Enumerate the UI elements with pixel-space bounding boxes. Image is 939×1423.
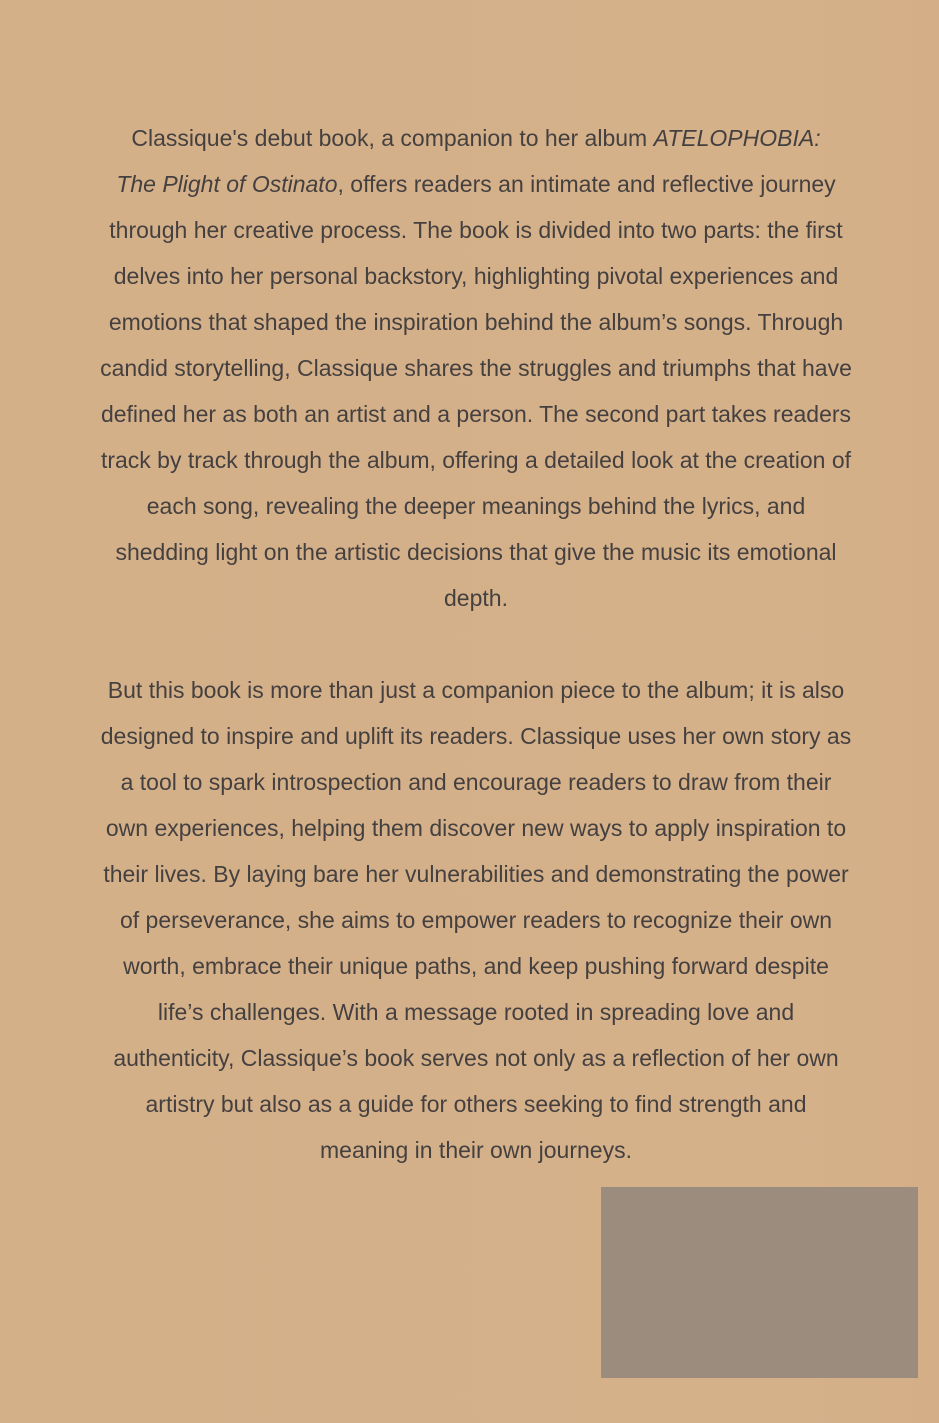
description-paragraph-1 [100, 115, 852, 621]
album-title-line-1: ATELOPHOBIA: [653, 125, 821, 151]
paragraph-1-body: , offers readers an intimate and reflective journey through her creative process. The book is divided into two parts: the first delves into her personal backstory, highlighting pivotal experiences and emotions that shaped the inspiration behind the album’s songs. Through candid storytelling, Classique shares the struggles and triumphs that have defined her as both an artist and a person. The second part takes readers track by track through the album, offering a detailed look at the creation of each song, revealing the deeper meanings behind the lyrics, and shedding light on the artistic decisions that give the music its emotional depth. [100, 171, 852, 611]
album-title-line-2: The Plight of Ostinato [116, 171, 338, 197]
barcode-placeholder [601, 1187, 918, 1378]
book-description [100, 115, 852, 1173]
description-paragraph-2: But this book is more than just a companion piece to the album; it is also designed to inspire and uplift its readers. Classique uses her own story as a tool to spark introspection and encourage readers to draw from their own experiences, helping them discover new ways to apply inspiration to their lives. By laying bare her vulnerabilities and demonstrating the power of perseverance, she aims to empower readers to recognize their own worth, embrace their unique paths, and keep pushing forward despite life’s challenges. With a message rooted in spreading love and authenticity, Classique’s book serves not only as a reflection of her own artistry but also as a guide for others seeking to find strength and meaning in their own journeys. [100, 677, 852, 1163]
paragraph-1-intro: Classique's debut book, a companion to her album [131, 125, 654, 151]
